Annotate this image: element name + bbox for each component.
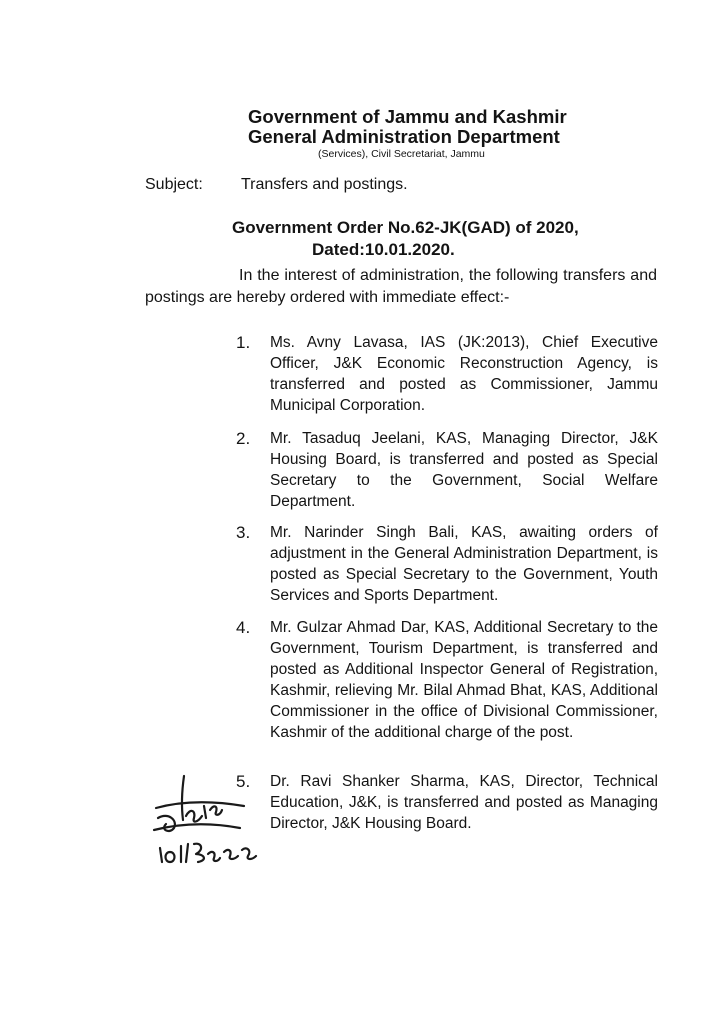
department-title: General Administration Department xyxy=(248,126,560,147)
list-item-number: 4. xyxy=(236,618,251,637)
subject-label: Subject: xyxy=(145,176,203,193)
list-item-text: Ms. Avny Lavasa, IAS (JK:2013), Chief Executive Officer, J&K Economic Reconstruction Agency, is transferred and posted as Commissioner, Jammu Municipal Corporation. xyxy=(270,334,658,414)
list-item-text: Mr. Narinder Singh Bali, KAS, awaiting orders of adjustment in the General Administration Department, is posted as Special Secretary to the Government, Youth Services and Sports Department. xyxy=(270,524,658,604)
government-title: Government of Jammu and Kashmir xyxy=(248,106,567,127)
list-item-text: Dr. Ravi Shanker Sharma, KAS, Director, Technical Education, J&K, is transferred and posted as Managing Director, J&K Housing Board. xyxy=(270,773,658,832)
department-address: (Services), Civil Secretariat, Jammu xyxy=(318,148,485,160)
list-item xyxy=(236,617,658,743)
list-item xyxy=(236,771,658,834)
list-item-number: 3. xyxy=(236,523,251,542)
intro-paragraph: In the interest of administration, the following transfers and postings are hereby ordered with immediate effect:- xyxy=(145,267,657,306)
list-item-text: Mr. Tasaduq Jeelani, KAS, Managing Director, J&K Housing Board, is transferred and posted as Special Secretary to the Government, Social Welfare Department. xyxy=(270,430,658,510)
handwritten-signature xyxy=(148,772,263,867)
list-item-text: Mr. Gulzar Ahmad Dar, KAS, Additional Secretary to the Government, Tourism Department, is transferred and posted as Additional Inspector General of Registration, Kashmir, relieving Mr. Bilal Ahmad Bhat, KAS, Additional Commissioner in the office of Divisional Commissioner, Kashmir of the additional charge of the post. xyxy=(270,619,658,741)
list-item-number: 1. xyxy=(236,333,251,352)
list-item-number: 2. xyxy=(236,429,251,448)
list-item xyxy=(236,428,658,512)
subject-line xyxy=(145,176,408,194)
order-date: Dated:10.01.2020. xyxy=(312,240,455,259)
list-item xyxy=(236,332,658,416)
list-item xyxy=(236,522,658,606)
subject-text: Transfers and postings. xyxy=(241,176,408,193)
order-number: Government Order No.62-JK(GAD) of 2020, xyxy=(232,218,579,237)
list-item-number: 5. xyxy=(236,772,251,791)
